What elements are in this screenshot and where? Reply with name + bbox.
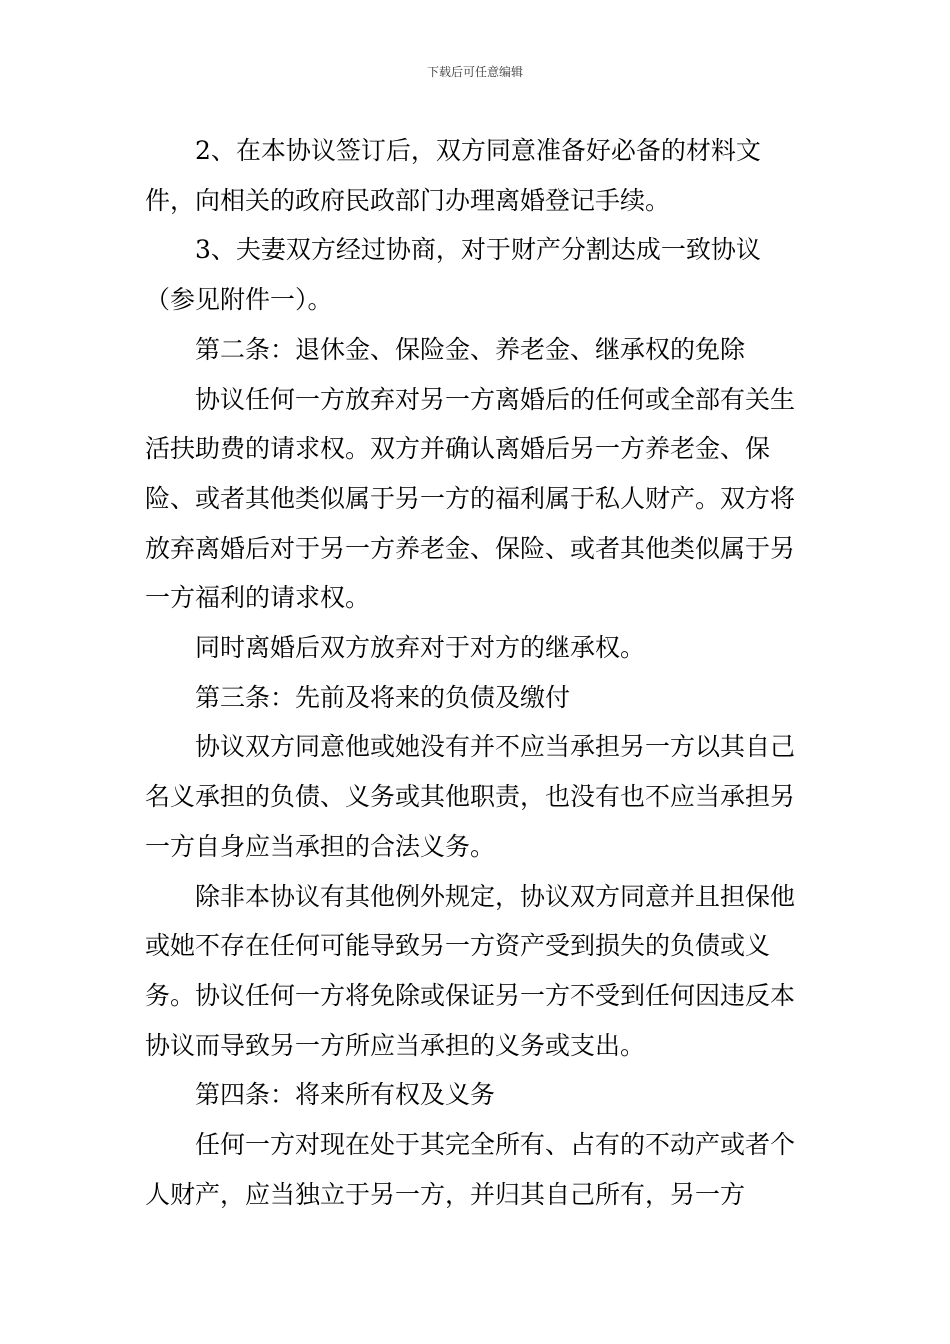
paragraph-ownership: 任何一方对现在处于其完全所有、占有的不动产或者个人财产，应当独立于另一方，并归其自己所有，另一方	[145, 1130, 796, 1209]
paragraph-guarantee: 除非本协议有其他例外规定，协议双方同意并且担保他或她不存在任何可能导致另一方资产受到损失的负债或义务。协议任何一方将免除或保证另一方不受到任何因违反本协议而导致另一方所应当承担的义务或支出。	[145, 881, 796, 1060]
page-header: 下载后可任意编辑	[426, 65, 523, 79]
paragraph-debts: 协议双方同意他或她没有并不应当承担另一方以其自己名义承担的负债、义务或其他职责，也没有也不应当承担另一方自身应当承担的合法义务。	[145, 732, 796, 861]
paragraph-item-2: 2、在本协议签订后，双方同意准备好必备的材料文件，向相关的政府民政部门办理离婚登记手续。	[145, 136, 761, 215]
paragraph-alimony-waiver: 协议任何一方放弃对另一方离婚后的任何或全部有关生活扶助费的请求权。双方并确认离婚后另一方养老金、保险、或者其他类似属于另一方的福利属于私人财产。双方将放弃离婚后对于另一方养老金、保险、或者其他类似属于另一方福利的请求权。	[145, 384, 796, 613]
paragraph-inheritance-waiver: 同时离婚后双方放弃对于对方的继承权。	[195, 633, 646, 663]
document-body	[145, 126, 810, 1219]
article-heading-4: 第四条：将来所有权及义务	[195, 1080, 496, 1110]
article-heading-2: 第二条：退休金、保险金、养老金、继承权的免除	[195, 334, 746, 364]
paragraph-item-3: 3、夫妻双方经过协商，对于财产分割达成一致协议（参见附件一）。	[145, 235, 761, 315]
article-heading-3: 第三条：先前及将来的负债及缴付	[195, 682, 571, 712]
